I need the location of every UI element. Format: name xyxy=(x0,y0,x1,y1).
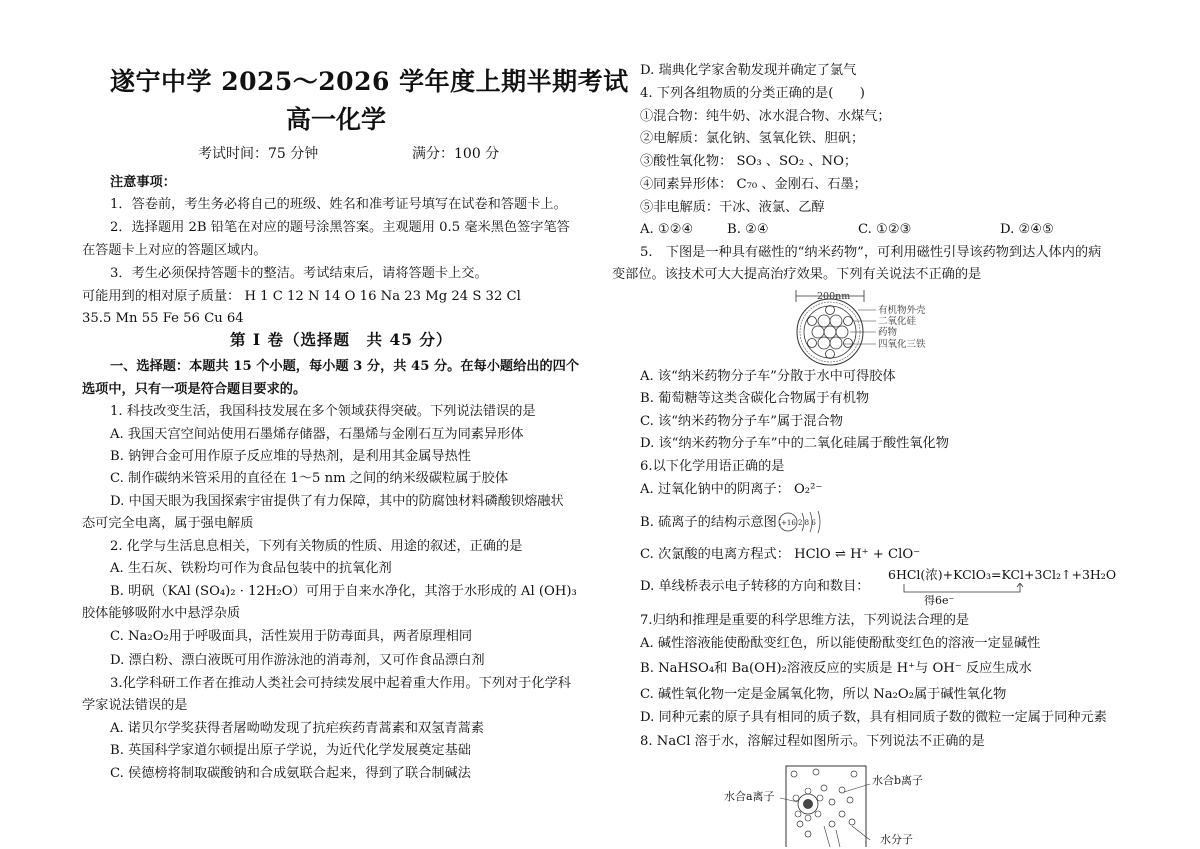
q1-option-c: C. 制作碳纳米管采用的直径在 1～5 nm 之间的纳米级碳粒属于胶体 xyxy=(110,471,509,486)
section-intro: 一、选择题：本题共 15 个小题，每小题 3 分，共 45 分。在每小题给出的四个 xyxy=(110,359,580,374)
q8-stem: 8. NaCl 溶于水，溶解过程如图所示。下列说法不正确的是 xyxy=(640,734,985,749)
q4-item-1: ①混合物：纯牛奶、冰水混合物、水煤气； xyxy=(640,109,891,124)
q5-option-c: C. 该“纳米药物分子车”属于混合物 xyxy=(640,414,843,429)
fig-label-hydrated-a: 水合a离子 xyxy=(724,790,775,803)
q1-option-d: D. 中国天眼为我国探索宇宙提供了有力保障，其中的防腐蚀材料磷酸钡熔融状 xyxy=(110,494,564,509)
q5-option-d: D. 该“纳米药物分子车”中的二氧化硅属于酸性氧化物 xyxy=(640,436,949,451)
fig-label-drug: 药物 xyxy=(878,327,898,338)
fig-label-water: 水分子 xyxy=(880,833,913,846)
q6-option-b: B. 硫离子的结构示意图： xyxy=(640,515,790,530)
q5-option-b: B. 葡萄糖等这类含碳化合物属于有机物 xyxy=(640,391,870,406)
note-2-cont: 在答题卡上对应的答题区域内。 xyxy=(82,243,267,258)
q4-item-4: ④同素异形体： C₇₀ 、金刚石、石墨； xyxy=(640,177,867,192)
q6-option-c: C. 次氯酸的电离方程式： HClO ⇌ H⁺ + ClO⁻ xyxy=(640,547,921,562)
notes-heading: 注意事项： xyxy=(110,175,176,190)
q1-option-d-cont: 态可完全电离，属于强电解质 xyxy=(82,516,254,531)
q1-option-a: A. 我国天宫空间站使用石墨烯存储器，石墨烯与金刚石互为同素异形体 xyxy=(110,427,524,442)
q7-stem: 7.归纳和推理是重要的科学思维方法，下列说法合理的是 xyxy=(640,613,970,628)
q2-option-d: D. 漂白粉、漂白液既可用作游泳池的消毒剂，又可作食品漂白剂 xyxy=(110,653,485,668)
q5-stem-cont: 变部位。该技术可大大提高治疗效果。下列有关说法不正确的是 xyxy=(612,267,982,282)
q5-stem: 5. 下图是一种具有磁性的“纳米药物”，可利用磁性引导该药物到达人体内的病 xyxy=(640,245,1102,260)
q2-stem: 2. 化学与生活息息相关，下列有关物质的性质、用途的叙述，正确的是 xyxy=(110,539,523,554)
q5-option-a: A. 该“纳米药物分子车”分散于水中可得胶体 xyxy=(640,369,896,384)
q2-option-b: B. 明矾（KAl (SO₄)₂ · 12H₂O）可用于自来水净化，其溶于水形成的 Al (OH)₃ xyxy=(110,584,577,599)
sulfide-ion-diagram xyxy=(776,508,840,536)
q7-option-a: A. 碱性溶液能使酚酞变红色，所以能使酚酞变红色的溶液一定显碱性 xyxy=(640,636,1041,651)
exam-score: 满分：100 分 xyxy=(412,146,500,162)
exam-time: 考试时间：75 分钟 xyxy=(198,146,319,162)
q7-option-c: C. 碱性氧化物一定是金属氧化物，所以 Na₂O₂属于碱性氧化物 xyxy=(640,687,1007,702)
page-title: 遂宁中学 2025～2026 学年度上期半期考试 xyxy=(110,67,629,96)
note-3: 3．考生必须保持答题卡的整洁。考试结束后，请将答题卡上交。 xyxy=(110,266,488,281)
q1-stem: 1. 科技改变生活，我国科技发展在多个领域获得突破。下列说法错误的是 xyxy=(110,404,536,419)
fig-label-fe3o4: 四氧化三铁 xyxy=(878,339,926,350)
nano-drug-figure xyxy=(788,288,968,366)
q4-stem: 4. 下列各组物质的分类正确的是( ) xyxy=(640,86,865,101)
q3-stem: 3.化学科研工作者在推动人类社会可持续发展中起着重大作用。下列对于化学科 xyxy=(110,676,571,691)
q2-option-b-cont: 胶体能够吸附水中悬浮杂质 xyxy=(82,606,241,621)
fig-width-label: 200nm xyxy=(817,291,851,302)
section-intro-cont: 选项中，只有一项是符合题目要求的。 xyxy=(82,382,307,397)
note-1: 1．答卷前，考生务必将自己的班级、姓名和准考证号填写在试卷和答题卡上。 xyxy=(110,197,567,212)
q7-option-d: D. 同种元素的原子具有相同的质子数，具有相同质子数的微粒一定属于同种元素 xyxy=(640,710,1107,725)
atomic-mass-line: 可能用到的相对原子质量： H 1 C 12 N 14 O 16 Na 23 Mg 24 S 32 Cl xyxy=(82,289,521,304)
fig-label-silica: 二氧化硅 xyxy=(878,316,917,327)
q3-option-d: D. 瑞典化学家舍勒发现并确定了氯气 xyxy=(640,63,857,78)
q7-option-b: B. NaHSO₄和 Ba(OH)₂溶液反应的实质是 H⁺与 OH⁻ 反应生成水 xyxy=(640,661,1032,676)
q6-option-d: D. 单线桥表示电子转移的方向和数目： xyxy=(640,579,870,594)
q6-option-a: A. 过氧化钠中的阴离子： O₂²⁻ xyxy=(640,482,823,497)
q3-option-a: A. 诺贝尔学奖获得者屠呦呦发现了抗疟疾药青蒿素和双氢青蒿素 xyxy=(110,721,484,736)
q2-option-a: A. 生石灰、铁粉均可作为食品包装中的抗氧化剂 xyxy=(110,561,392,576)
section-title: 第 Ⅰ 卷（选择题 共 45 分） xyxy=(230,330,453,349)
q4-option-b: B. ②④ xyxy=(727,222,769,237)
q4-option-c: C. ①②③ xyxy=(858,222,912,237)
electron-transfer-arrow xyxy=(900,583,1040,595)
q6-stem: 6.以下化学用语正确的是 xyxy=(640,459,785,474)
page-subtitle: 高一化学 xyxy=(286,105,387,134)
q4-item-5: ⑤非电解质：干冰、液氯、乙醇 xyxy=(640,200,825,215)
q6-d-equation: 6HCl(浓)+KClO₃=KCl+3Cl₂↑+3H₂O xyxy=(888,567,1117,582)
q1-option-b: B. 钠钾合金可用作原子反应堆的导热剂，是利用其金属导热性 xyxy=(110,449,471,464)
atomic-mass-line-2: 35.5 Mn 55 Fe 56 Cu 64 xyxy=(82,311,244,326)
fig-label-hydrated-b: 水合b离子 xyxy=(872,774,924,787)
q4-option-a: A. ①②④ xyxy=(640,222,694,237)
q4-item-2: ②电解质：氯化钠、氢氧化铁、胆矾； xyxy=(640,131,865,146)
fig-label-shell: 有机物外壳 xyxy=(878,305,926,316)
q6-d-electrons: 得6e⁻ xyxy=(924,594,955,607)
note-2: 2．选择题用 2B 铅笔在对应的题号涂黑答案。主观题用 0.5 毫米黑色签字笔答 xyxy=(110,220,570,235)
q4-option-d: D. ②④⑤ xyxy=(1000,222,1054,237)
q3-stem-cont: 学家说法错误的是 xyxy=(82,698,188,713)
q3-option-c: C. 侯德榜将制取碳酸钠和合成氨联合起来，得到了联合制碱法 xyxy=(110,766,471,781)
sulfide-diagram-label: +16 2 8 6 xyxy=(781,519,816,527)
q2-option-c: C. Na₂O₂用于呼吸面具，活性炭用于防毒面具，两者原理相同 xyxy=(110,629,473,644)
q4-item-3: ③酸性氧化物： SO₃ 、SO₂ 、NO； xyxy=(640,154,858,169)
q3-option-b: B. 英国科学家道尔顿提出原子学说，为近代化学发展奠定基础 xyxy=(110,743,471,758)
